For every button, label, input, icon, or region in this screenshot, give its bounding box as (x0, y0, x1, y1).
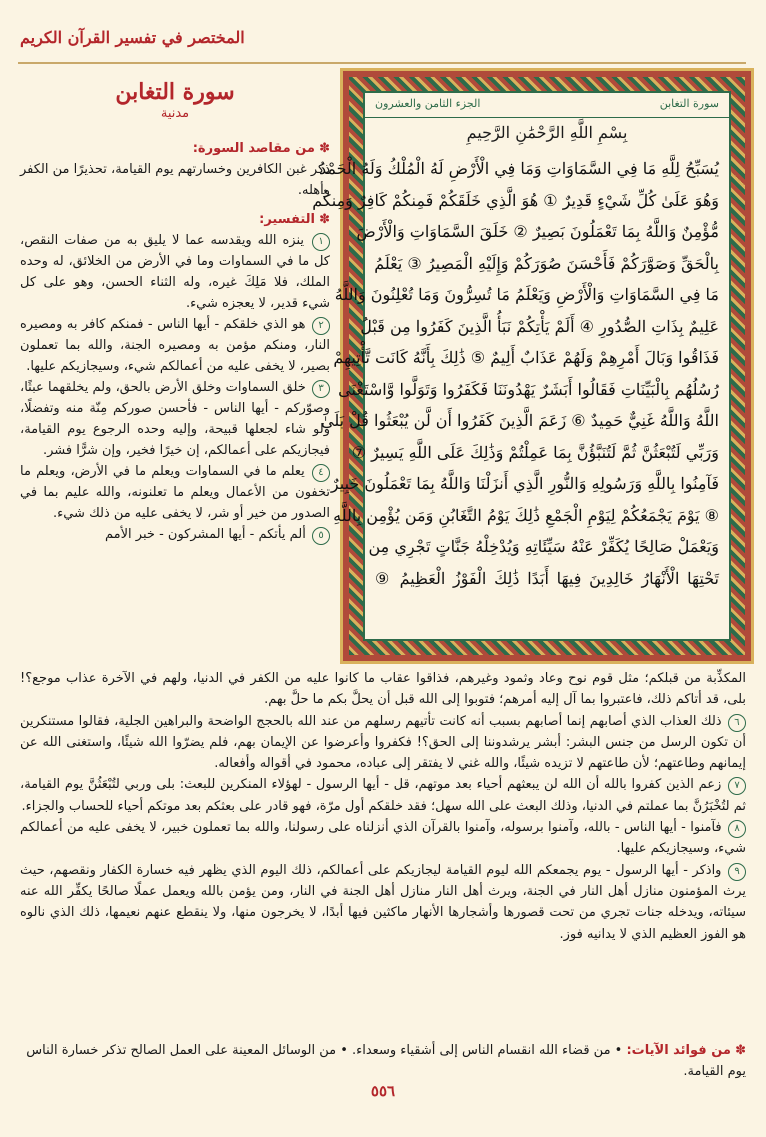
tafsir-text: هو الذي خلقكم - أيها الناس - فمنكم كافر به ومصيره النار، ومنكم مؤمن به ومصيره الجنة، والله بما تعملون بصير، لا يخفى عليه من أعمالكم شيء، وسيجازيكم عليها. (20, 317, 330, 374)
bullet-icon: ✽ (314, 141, 330, 156)
tafsir-text: ذلك العذاب الذي أصابهم إنما أصابهم بسبب أنه كانت تأتيهم رسلهم من عند الله بالحجج الواضحة والبراهين الجلية، فقالوا مستنكرين أن تكون الرسل من جنس البشر: أبشر يرشدوننا إلى الحق؟! فكفروا وأعرضوا عن الإيمان بهم، فلم يضرّوا الله شيئًا، واستغنى الله عن إيمانهم وطاعتهم؛ لأن طاعتهم لا تزيده شيئًا، والله غني لا يفتقر إلى عباده، محمود في أقواله وأفعاله. (20, 713, 746, 772)
verse-line: وَرَبِّي لَتُبْعَثُنَّ ثُمَّ لَتُنَبَّؤُنَّ بِمَا عَمِلْتُمْ وَذَٰلِكَ عَلَى اللَّهِ يَسِيرٌ ⑦ (351, 442, 719, 462)
tafsir-verse-6 (20, 711, 746, 775)
quran-text-panel (312, 91, 731, 641)
quran-verses (312, 153, 719, 594)
header-divider (18, 62, 746, 64)
surah-title: سورة التغابن (115, 79, 235, 105)
tafsir-text: خلق السماوات وخلق الأرض بالحق، ولم يخلقهما عبثًا، وصوّركم - أيها الناس - فأحسن صوركم مِنّة منه وتفضلًا، ولو شاء لجعلها قبيحة، وإليه وحده الرجوع يوم القيامة، فيجازيكم على أعمالكم، إن خيرًا فخير، وإن شرًّا فشر. (20, 380, 330, 458)
tafsir-section (20, 209, 330, 545)
verse-line: يُسَبِّحُ لِلَّهِ مَا فِي السَّمَاوَاتِ وَمَا فِي الْأَرْضِ لَهُ الْمُلْكُ وَلَهُ الْحَمْدُ (318, 159, 719, 178)
bullet-icon: ✽ (730, 1043, 746, 1058)
tafsir-verse-2 (20, 314, 330, 377)
verse-line: ⑧ يَوْمَ يَجْمَعُكُمْ لِيَوْمِ الْجَمْعِ ذَٰلِكَ يَوْمُ التَّغَابُنِ وَمَن يُؤْمِن بِاللَّهِ (333, 505, 719, 525)
tafsir-text: زعم الذين كفروا بالله أن الله لن يبعثهم أحياء بعد موتهم، قل - أيها الرسول - لهؤلاء المنكرين للبعث: بلى وربي لتُبْعَثُنَّ يوم القيامة، ثم لتُخْبَرُنَّ بما عملتم في الدنيا، وذلك البعث على الله سهل؛ فقد خلقكم أول مرّة، فهو قادر على بعثكم بعد موتكم أحياء للحساب والجزاء. (20, 777, 746, 814)
tafsir-text: فآمنوا - أيها الناس - بالله، وآمنوا برسوله، وآمنوا بالقرآن الذي أنزلناه على رسولنا، والله بما تعملون خبير، لا يخفى عليه من أعمالكم شيء، وسيجازيكم عليها. (20, 820, 746, 857)
book-title: المختصر في تفسير القرآن الكريم (20, 28, 245, 47)
page-number: ٥٥٦ (370, 1082, 396, 1100)
tafsir-text: يعلم ما في السماوات ويعلم ما في الأرض، ويعلم ما تخفون من الأعمال ويعلم ما تعلنونه، والله عليم بما في الصدور من خير أو شر، لا يخفى عليه من ذلك شيء. (20, 464, 330, 521)
fawaid-heading: من فوائد الآيات: (626, 1043, 731, 1058)
maqasid-heading: من مقاصد السورة: (192, 141, 315, 156)
verse-number-badge: ٩ (728, 863, 746, 881)
frame-header (365, 93, 729, 118)
maqasid-section (20, 138, 330, 201)
tafsir-text: ألم يأتكم - أيها المشركون - خبر الأمم (105, 527, 306, 542)
tafsir-verse-3 (20, 377, 330, 461)
tafsir-verse-7 (20, 774, 746, 817)
verse-number-badge: ٥ (312, 527, 330, 545)
tafsir-verse-9 (20, 860, 746, 945)
verse-line: مَا فِي السَّمَاوَاتِ وَالْأَرْضِ وَيَعْلَمُ مَا تُسِرُّونَ وَمَا تُعْلِنُونَ وَاللَّهُ (334, 285, 719, 304)
verse-number-badge: ١ (312, 233, 330, 251)
verse-line: اللَّهُ وَاللَّهُ غَنِيٌّ حَمِيدٌ ⑥ زَعَمَ الَّذِينَ كَفَرُوا أَن لَّن يُبْعَثُوا قُلْ بَلَىٰ (320, 411, 719, 430)
tafsir-verse-8 (20, 817, 746, 860)
quran-frame (312, 68, 754, 664)
maqasid-text: ذكر غبن الكافرين وخسارتهم يوم القيامة، تحذيرًا من الكفر وأهله. (20, 162, 330, 198)
verse-line: رُسُلُهُم بِالْبَيِّنَاتِ فَقَالُوا أَبَشَرٌ يَهْدُونَنَا فَكَفَرُوا وَتَوَلَّوا وَّاسْتَغْنَى (338, 379, 719, 399)
verse-number-badge: ٣ (312, 380, 330, 398)
verse-number-badge: ٧ (728, 777, 746, 795)
verse-line: تَحْتِهَا الْأَنْهَارُ خَالِدِينَ فِيهَا أَبَدًا ذَٰلِكَ الْفَوْزُ الْعَظِيمُ ⑨ (375, 568, 719, 588)
frame-surah-name: سورة التغابن (659, 97, 719, 110)
verse-number-badge: ٨ (728, 820, 746, 838)
bullet-icon: ✽ (314, 212, 330, 227)
verse-line: وَيَعْمَلْ صَالِحًا يُكَفِّرْ عَنْهُ سَيِّئَاتِهِ وَيُدْخِلْهُ جَنَّاتٍ تَجْرِي مِن (368, 537, 719, 556)
surah-type: مدنية (160, 106, 190, 121)
tafsir-verse-1 (20, 230, 330, 314)
verse-line: فَآمِنُوا بِاللَّهِ وَرَسُولِهِ وَالنُّورِ الَّذِي أَنزَلْنَا وَاللَّهُ بِمَا تَعْمَلُونَ خَبِيرٌ (330, 474, 719, 493)
tafsir-verse-4 (20, 461, 330, 524)
fawaid-section (20, 1040, 746, 1082)
verse-line: عَلِيمٌ بِذَاتِ الصُّدُورِ ④ أَلَمْ يَأْتِكُمْ نَبَأُ الَّذِينَ كَفَرُوا مِن قَبْلُ (360, 316, 719, 336)
tafsir-text: ينزه الله ويقدسه عما لا يليق به من صفات النقص، كل ما في السماوات وما في الأرض من الخلائق، له وحده الملك، فلا مَلِكَ غيره، وله الثناء الحسن، وهو على كل شيء قدير، لا يعجزه شيء. (20, 233, 330, 311)
tafsir-paragraph: المكذِّبة من قبلكم؛ مثل قوم نوح وعاد وثمود وغيرهم، فذاقوا عقاب ما كانوا عليه من الكفر في الدنيا، ولهم في الآخرة عذاب موجع؟! بلى، قد أتاكم ذلك، فاعتبروا بما آل إليه أمرهم؛ فتوبوا إلى الله قبل أن يحلَّ بكم ما حلَّ بهم. (20, 671, 746, 708)
verse-line: وَهُوَ عَلَىٰ كُلِّ شَيْءٍ قَدِيرٌ ① هُوَ الَّذِي خَلَقَكُمْ فَمِنكُمْ كَافِرٌ وَمِنكُم (312, 190, 719, 210)
verse-number-badge: ٦ (728, 714, 746, 732)
tafsir-verse-5 (20, 524, 330, 545)
tafsir-heading: التفسير: (259, 212, 315, 227)
verse-line: فَذَاقُوا وَبَالَ أَمْرِهِمْ وَلَهُمْ عَذَابٌ أَلِيمٌ ⑤ ذَٰلِكَ بِأَنَّهُ كَانَت تَّأْتِيهِمْ (333, 348, 719, 367)
fawaid-text: • من قضاء الله انقسام الناس إلى أشقياء وسعداء. • من الوسائل المعينة على العمل الصالح تذكر خسارة الناس يوم القيامة. (26, 1043, 746, 1079)
verse-line: بِالْحَقِّ وَصَوَّرَكُمْ فَأَحْسَنَ صُوَرَكُمْ وَإِلَيْهِ الْمَصِيرُ ③ يَعْلَمُ (374, 253, 719, 273)
frame-juz-label: الجزء الثامن والعشرون (375, 97, 481, 110)
tafsir-column (20, 70, 330, 545)
bismillah: بِسْمِ اللَّهِ الرَّحْمَٰنِ الرَّحِيمِ (466, 123, 628, 142)
verse-number-badge: ٤ (312, 464, 330, 482)
tafsir-text: واذكر - أيها الرسول - يوم يجمعكم الله ليوم القيامة ليجازيكم على أعمالكم، ذلك اليوم الذي يظهر فيه خسارة الكفار ونقصهم، حيث يرث المؤمنون منازل أهل النار في الجنة، ويرث أهل النار منازل أهل الجنة في النار، ومن يؤمن بالله ويعمل عملًا صالحًا يكفِّر الله عنه سيئاته، ويدخله جنات تجري من تحت قصورها وأشجارها الأنهار ماكثين فيها أبدًا، لا يخرجون منها، ولا ينقطع عنهم نعيمها، ذلك الذي نالوه هو الفوز العظيم الذي لا يدانيه فوز. (20, 862, 746, 942)
tafsir-continuation (20, 668, 746, 945)
verse-number-badge: ٢ (312, 317, 330, 335)
verse-line: مُّؤْمِنٌ وَاللَّهُ بِمَا تَعْمَلُونَ بَصِيرٌ ② خَلَقَ السَّمَاوَاتِ وَالْأَرْضَ (356, 222, 719, 241)
